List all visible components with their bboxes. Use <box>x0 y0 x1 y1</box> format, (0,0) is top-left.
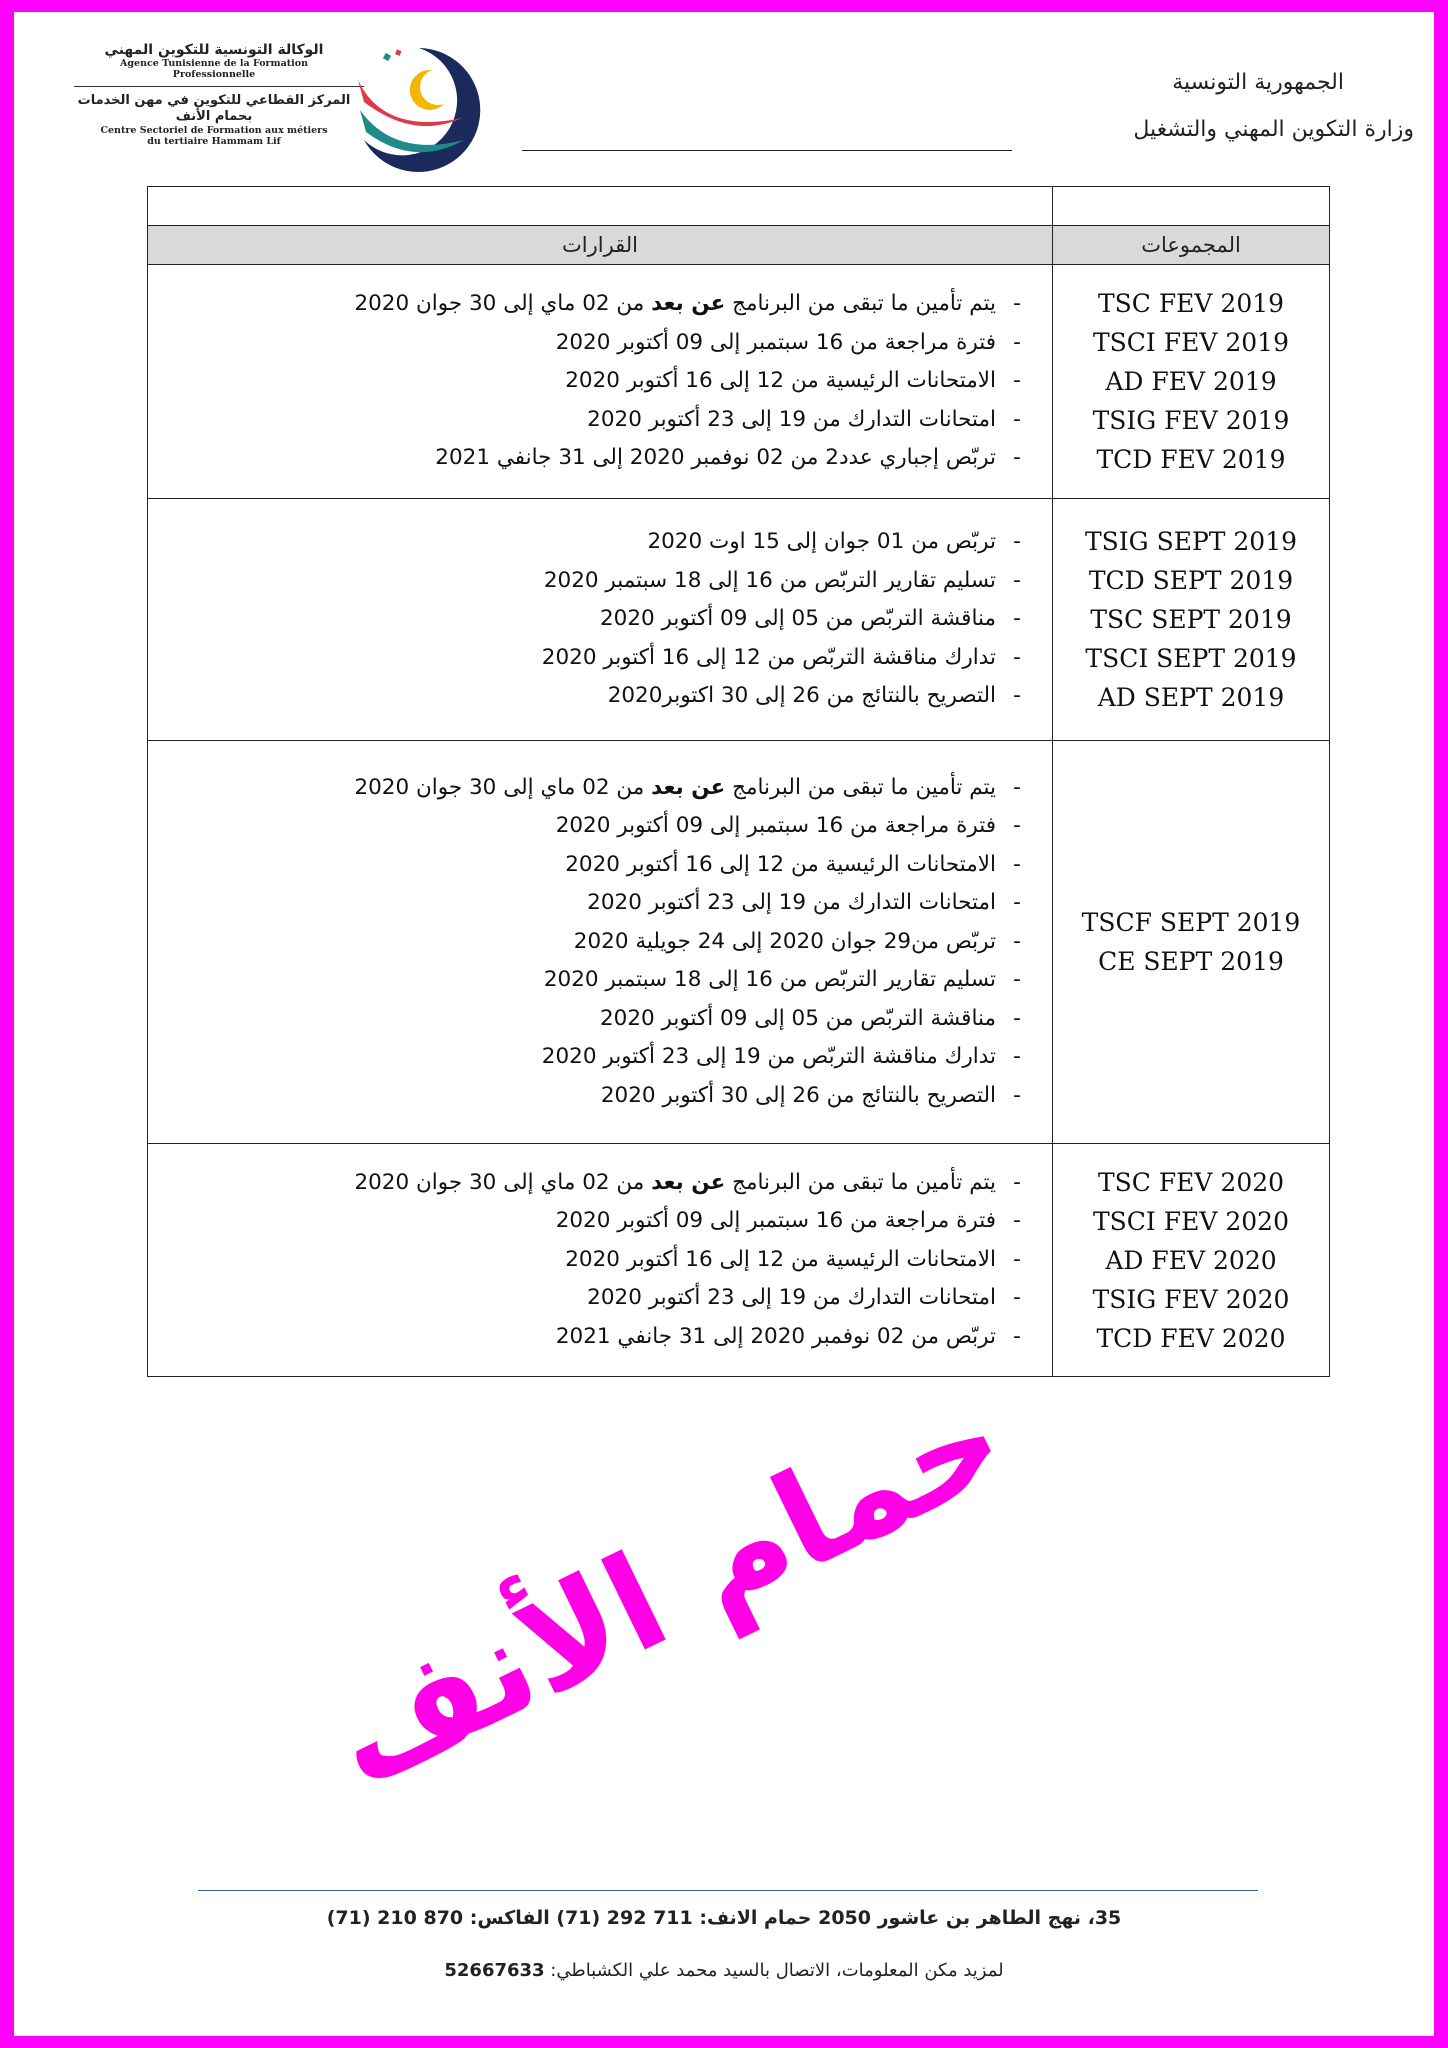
decision-text: التصريح بالنتائج من 26 إلى 30 اكتوبر2020 <box>607 683 996 709</box>
empty-cell <box>1053 187 1330 226</box>
decision-text: امتحانات التدارك من 19 إلى 23 أكتوبر 2020 <box>587 1285 996 1311</box>
decision-text: الامتحانات الرئيسية من 12 إلى 16 أكتوبر 2020 <box>565 1246 996 1272</box>
decision-item <box>158 639 1038 678</box>
agency-name-ar: الوكالة التونسية للتكوين المهني <box>104 42 324 58</box>
decision-emphasis: عن بعد <box>651 774 726 800</box>
decision-item <box>158 439 1038 478</box>
table-top-row <box>148 187 1330 226</box>
decision-item <box>158 769 1038 808</box>
group-code: TCD SEPT 2019 <box>1088 566 1294 595</box>
decision-text-end: من 02 ماي إلى 30 جوان 2020 <box>354 1169 652 1195</box>
groups-column-header: المجموعات <box>1053 226 1330 265</box>
decision-item <box>158 923 1038 962</box>
table-body <box>148 265 1330 1377</box>
decision-text: تسليم تقارير التربّص من 16 إلى 18 سبتمبر 2020 <box>543 567 996 593</box>
decision-item <box>158 1077 1038 1116</box>
decision-text: تربّص من29 جوان 2020 إلى 24 جويلية 2020 <box>573 928 996 954</box>
decision-item <box>158 846 1038 885</box>
decision-item <box>158 1318 1038 1357</box>
group-code: TSCI SEPT 2019 <box>1085 644 1297 673</box>
decision-text: فترة مراجعة من 16 سبتمبر إلى 09 أكتوبر 2020 <box>555 1208 996 1234</box>
decision-item <box>158 523 1038 562</box>
table-row <box>148 741 1330 1144</box>
decision-text: امتحانات التدارك من 19 إلى 23 أكتوبر 2020 <box>587 406 996 432</box>
center-name-ar-2: بحمام الأنف <box>175 109 253 124</box>
group-code: TSCI FEV 2019 <box>1093 328 1289 357</box>
crescent-logo-icon <box>344 40 494 180</box>
empty-cell <box>148 187 1053 226</box>
decision-text-end: من 02 ماي إلى 30 جوان 2020 <box>354 291 652 317</box>
group-code: TSIG SEPT 2019 <box>1084 527 1298 556</box>
decision-text: فترة مراجعة من 16 سبتمبر إلى 09 أكتوبر 2020 <box>555 329 996 355</box>
group-code: TCD FEV 2020 <box>1096 1323 1286 1353</box>
decision-text: تربّص إجباري عدد2 من 02 نوفمبر 2020 إلى 31 جانفي 2021 <box>435 445 996 471</box>
decision-item <box>158 961 1038 1000</box>
decisions-list <box>158 523 1038 716</box>
document-page <box>14 12 1434 2036</box>
groups-cell <box>1053 265 1330 499</box>
decisions-cell <box>148 741 1053 1144</box>
decision-item <box>158 562 1038 601</box>
decision-text: امتحانات التدارك من 19 إلى 23 أكتوبر 2020 <box>587 890 996 916</box>
decision-text: فترة مراجعة من 16 سبتمبر إلى 09 أكتوبر 2020 <box>555 813 996 839</box>
decision-text: الامتحانات الرئيسية من 12 إلى 16 أكتوبر 2020 <box>565 851 996 877</box>
decision-item <box>158 1202 1038 1241</box>
decision-item <box>158 1038 1038 1077</box>
decision-item <box>158 677 1038 716</box>
decisions-list <box>158 769 1038 1116</box>
group-code: TSIG FEV 2019 <box>1092 406 1290 435</box>
footer-contact <box>14 1960 1434 1981</box>
decision-text: الامتحانات الرئيسية من 12 إلى 16 أكتوبر 2020 <box>565 368 996 394</box>
ministry-header <box>1133 70 1414 142</box>
decision-text: تدارك مناقشة التربّص من 12 إلى 16 أكتوبر 2020 <box>541 644 996 670</box>
groups-cell <box>1053 1144 1330 1377</box>
decision-text: مناقشة التربّص من 05 إلى 09 أكتوبر 2020 <box>599 1005 996 1031</box>
group-code: TSC SEPT 2019 <box>1090 605 1292 634</box>
decisions-cell <box>148 265 1053 499</box>
center-name-ar-1: المركز القطاعي للتكوين في مهن الخدمات <box>77 93 351 108</box>
footer-contact-text: لمزيد مكن المعلومات، الاتصال بالسيد محمد علي الكشباطي: <box>544 1960 1004 1981</box>
group-code: CE SEPT 2019 <box>1098 947 1284 976</box>
decision-item <box>158 1000 1038 1039</box>
decision-text: تسليم تقارير التربّص من 16 إلى 18 سبتمبر 2020 <box>543 967 996 993</box>
decisions-cell <box>148 1144 1053 1377</box>
decisions-column-header: القرارات <box>148 226 1053 265</box>
decisions-cell <box>148 499 1053 741</box>
table-row <box>148 265 1330 499</box>
header-rule <box>522 150 1012 151</box>
decision-text: يتم تأمين ما تبقى من البرنامج <box>725 774 996 800</box>
decision-item <box>158 1241 1038 1280</box>
decision-text: تدارك مناقشة التربّص من 19 إلى 23 أكتوبر 2020 <box>541 1044 996 1070</box>
table-row <box>148 499 1330 741</box>
decision-item <box>158 1279 1038 1318</box>
decisions-list <box>158 1164 1038 1357</box>
decision-text-end: من 02 ماي إلى 30 جوان 2020 <box>354 774 652 800</box>
stamp-text: حمام الأنف <box>307 1360 1028 1817</box>
decision-text: تربّص من 01 جوان إلى 15 اوت 2020 <box>647 529 996 555</box>
decision-text: يتم تأمين ما تبقى من البرنامج <box>725 1169 996 1195</box>
decision-text: التصريح بالنتائج من 26 إلى 30 أكتوبر 2020 <box>600 1082 996 1108</box>
group-code: TSCI FEV 2020 <box>1093 1206 1289 1236</box>
decision-item <box>158 285 1038 324</box>
group-code: AD FEV 2019 <box>1105 367 1277 396</box>
decision-item <box>158 1164 1038 1203</box>
group-code: TSIG FEV 2020 <box>1092 1284 1290 1314</box>
republic-name: الجمهورية التونسية <box>1172 70 1344 95</box>
footer-rule <box>198 1890 1258 1891</box>
ministry-name: وزارة التكوين المهني والتشغيل <box>1133 117 1414 142</box>
group-code: TSCF SEPT 2019 <box>1081 908 1301 937</box>
decision-item <box>158 884 1038 923</box>
groups-cell <box>1053 741 1330 1144</box>
decision-item <box>158 807 1038 846</box>
groups-cell <box>1053 499 1330 741</box>
agency-header <box>64 42 364 147</box>
footer-contact-phone: 52667633 <box>444 1960 545 1981</box>
decision-emphasis: عن بعد <box>651 1169 726 1195</box>
decisions-list <box>158 285 1038 478</box>
center-name-fr-1: Centre Sectoriel de Formation aux métiers <box>100 125 328 136</box>
agency-name-fr-2: Professionnelle <box>172 69 256 80</box>
decision-text: تربّص من 02 نوفمبر 2020 إلى 31 جانفي 2021 <box>555 1323 996 1349</box>
agency-divider <box>74 86 364 87</box>
table-row <box>148 1144 1330 1377</box>
group-code: AD FEV 2020 <box>1105 1245 1277 1275</box>
group-code: TSC FEV 2019 <box>1097 289 1285 318</box>
decision-item <box>158 600 1038 639</box>
decision-item <box>158 401 1038 440</box>
decision-text: مناقشة التربّص من 05 إلى 09 أكتوبر 2020 <box>599 606 996 632</box>
decisions-table <box>147 186 1330 1377</box>
group-code: AD SEPT 2019 <box>1097 683 1285 712</box>
table-header-row <box>148 226 1330 265</box>
decision-emphasis: عن بعد <box>651 291 726 317</box>
group-code: TCD FEV 2019 <box>1096 445 1286 474</box>
agency-name-fr-1: Agence Tunisienne de la Formation <box>120 58 308 69</box>
footer-address: 35، نهج الطاهر بن عاشور 2050 حمام الانف: 711 292 (71) الفاكس: 870 210 (71) <box>326 1907 1122 1929</box>
decision-item <box>158 362 1038 401</box>
decision-item <box>158 324 1038 363</box>
decision-text: يتم تأمين ما تبقى من البرنامج <box>725 291 996 317</box>
center-name-fr-2: du tertiaire Hammam Lif <box>147 136 281 147</box>
stamp-watermark <box>307 1360 1028 1817</box>
group-code: TSC FEV 2020 <box>1097 1167 1285 1197</box>
